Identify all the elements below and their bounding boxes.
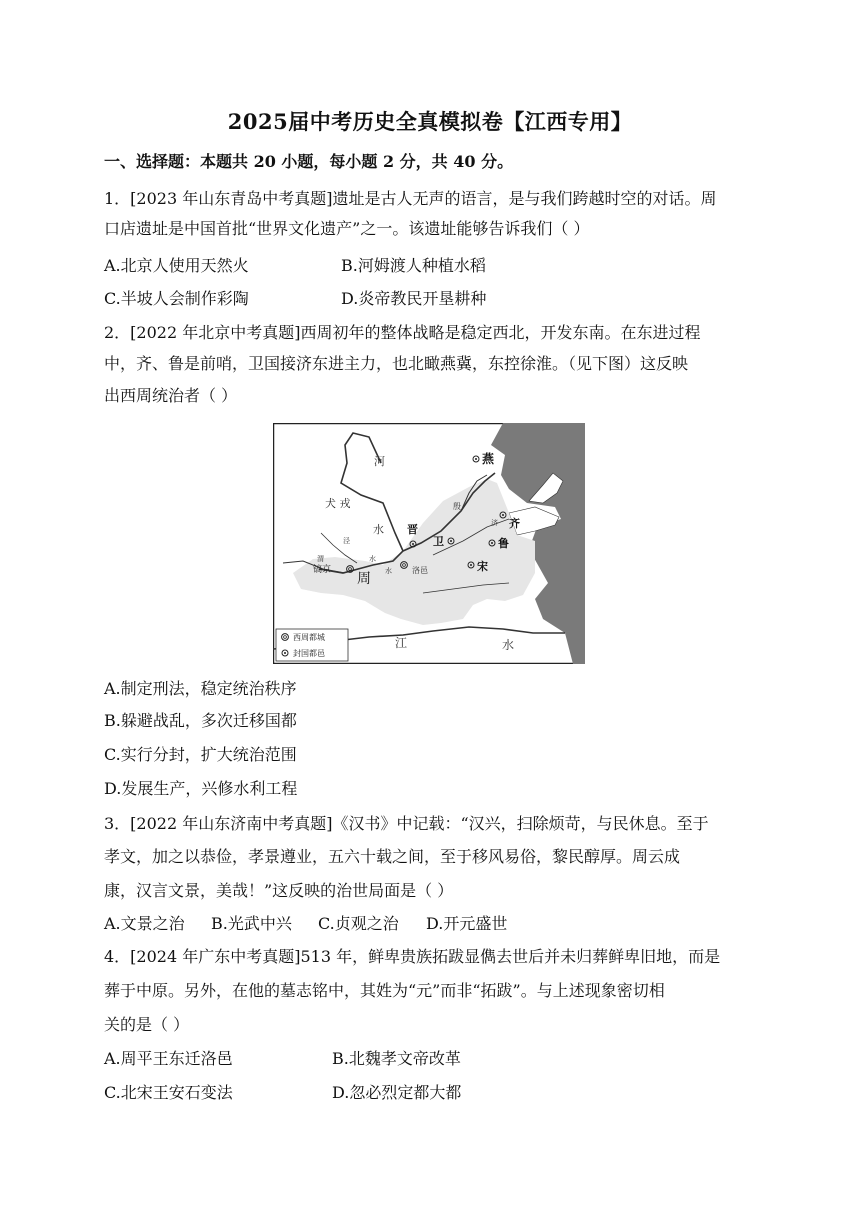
question-2-option-a: A.制定刑法，稳定统治秩序 — [104, 679, 297, 698]
question-4-option-a: A.周平王东迁洛邑 — [104, 1049, 233, 1068]
question-1-line-2: 口店遗址是中国首批“世界文化遗产”之一。该遗址能够告诉我们（ ） — [104, 219, 590, 238]
map-label-jiang: 江 — [395, 636, 408, 650]
question-2-option-c: C.实行分封，扩大统治范围 — [104, 745, 297, 764]
question-3-option-d: D.开元盛世 — [426, 914, 508, 933]
question-3-line-3: 康，汉言文景，美哉！”这反映的治世局面是（ ） — [104, 881, 454, 900]
question-2-line-2: 中，齐、鲁是前哨，卫国接济东进主力，也北瞰燕冀，东控徐淮。（见下图）这反映 — [104, 354, 689, 373]
question-3-option-a: A.文景之治 — [104, 914, 185, 933]
map-label-wei-river: 渭 — [317, 555, 324, 563]
question-3-line-2: 孝文，加之以恭俭，孝景遵业，五六十载之间，至于移风易俗，黎民醇厚。周云成 — [104, 847, 681, 866]
question-3-line-1: 3．[2022 年山东济南中考真题]《汉书》中记载：“汉兴，扫除烦苛，与民休息。至于 — [104, 814, 709, 833]
map-label-shui-3: 水 — [385, 567, 392, 575]
legend-capital-label: 西周都城 — [293, 633, 325, 642]
question-4-line-2: 葬于中原。另外，在他的墓志铭中，其姓为“元”而非“拓跋”。与上述现象密切相 — [104, 981, 665, 1000]
question-4-option-d: D.忽必烈定都大都 — [332, 1083, 462, 1102]
map-label-shui-4: 水 — [502, 638, 515, 652]
question-1-line-1: 1．[2023 年山东青岛中考真题]遗址是古人无声的语言，是与我们跨越时空的对话。周 — [104, 189, 717, 208]
map-label-ji: 济 — [491, 519, 498, 527]
map-label-wei: 卫 — [433, 535, 444, 548]
question-2-option-b: B.躲避战乱，多次迁移国都 — [104, 711, 297, 730]
question-3-option-c: C.贞观之治 — [318, 914, 399, 933]
map-label-quanrong: 犬 戎 — [325, 497, 351, 510]
map-label-yan: 燕 — [482, 452, 495, 466]
question-2-option-d: D.发展生产，兴修水利工程 — [104, 779, 298, 798]
page-title: 2025届中考历史全真模拟卷【江西专用】 — [227, 109, 633, 134]
map-label-jing: 泾 — [343, 537, 350, 545]
map-label-song: 宋 — [477, 560, 488, 573]
section-heading: 一、选择题：本题共 20 小题，每小题 2 分，共 40 分。 — [104, 152, 514, 171]
question-1-option-c: C.半坡人会制作彩陶 — [104, 289, 249, 308]
map-label-haojing: 镐京 — [313, 565, 332, 575]
legend-fief-label: 封国都邑 — [293, 649, 325, 658]
question-3-option-b: B.光武中兴 — [211, 914, 292, 933]
question-4-line-3: 关的是（ ） — [104, 1015, 190, 1034]
question-4-option-c: C.北宋王安石变法 — [104, 1083, 233, 1102]
question-1-option-d: D.炎帝教民开垦耕种 — [341, 289, 487, 308]
question-2-line-3: 出西周统治者（ ） — [104, 386, 238, 405]
map-label-luoyi: 洛邑 — [412, 566, 428, 575]
map-label-jin: 晋 — [407, 523, 418, 536]
map-label-shui-2: 水 — [369, 555, 376, 563]
question-2-line-1: 2．[2022 年北京中考真题]西周初年的整体战略是稳定西北，开发东南。在东进过程 — [104, 323, 701, 342]
map-label-lu: 鲁 — [498, 537, 509, 550]
map-label-he: 河 — [374, 455, 385, 468]
western-zhou-map — [273, 423, 585, 664]
question-4-option-b: B.北魏孝文帝改革 — [332, 1049, 461, 1068]
question-4-line-1: 4．[2024 年广东中考真题]513 年，鲜卑贵族拓跋显儁去世后并未归葬鲜卑旧地，而是 — [104, 947, 721, 966]
map-label-yin: 殷 — [453, 502, 461, 511]
map-svg — [273, 423, 585, 664]
question-1-option-a: A.北京人使用天然火 — [104, 256, 249, 275]
map-label-qi: 齐 — [509, 517, 520, 530]
map-label-zhou: 周 — [357, 571, 371, 587]
map-label-shui-1: 水 — [373, 523, 384, 536]
question-1-option-b: B.河姆渡人种植水稻 — [341, 256, 486, 275]
